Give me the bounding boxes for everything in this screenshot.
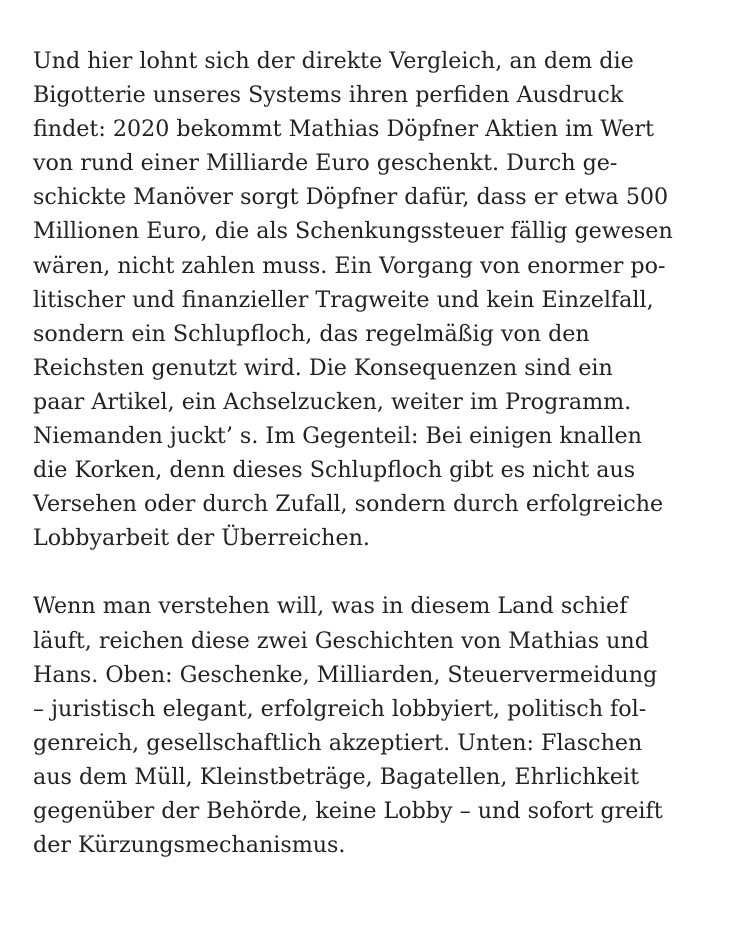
text-line: – juristisch elegant, erfolgreich lobbyiert, politisch fol-: [33, 695, 647, 722]
text-line: findet: 2020 bekommt Mathias Döpfner Aktien im Wert: [33, 116, 654, 143]
text-line: der Kürzungsmechanismus.: [33, 832, 346, 859]
text-line: die Korken, denn dieses Schlupfloch gibt es nicht aus: [33, 457, 636, 484]
text-line: genreich, gesellschaftlich akzeptiert. Unten: Flaschen: [33, 729, 643, 756]
text-line: läuft, reichen diese zwei Geschichten von Mathias und: [33, 627, 649, 654]
paragraph-1: [33, 44, 726, 555]
text-line: Lobbyarbeit der Überreichen.: [33, 525, 370, 552]
text-line: Versehen oder durch Zufall, sondern durch erfolgreiche: [33, 491, 664, 518]
text-line: aus dem Müll, Kleinstbeträge, Bagatellen, Ehrlichkeit: [33, 763, 640, 790]
text-line: Und hier lohnt sich der direkte Vergleich, an dem die: [33, 48, 634, 74]
text-line: Bigotterie unseres Systems ihren perfiden Ausdruck: [33, 82, 624, 109]
text-line: Wenn man verstehen will, was in diesem Land schief: [33, 593, 628, 620]
text-line: gegenüber der Behörde, keine Lobby – und sofort greift: [33, 797, 663, 824]
text-line: Hans. Oben: Geschenke, Milliarden, Steuervermeidung: [33, 661, 658, 688]
text-line: Reichsten genutzt wird. Die Konsequenzen sind ein: [33, 354, 613, 381]
text-line: wären, nicht zahlen muss. Ein Vorgang von enormer po-: [33, 252, 666, 279]
text-line: sondern ein Schlupfloch, das regelmäßig von den: [33, 320, 590, 347]
text-line: Millionen Euro, die als Schenkungssteuer fällig gewesen: [33, 218, 673, 245]
paragraph-spacer: [33, 555, 726, 589]
text-line: litischer und finanzieller Tragweite und kein Einzelfall,: [33, 286, 654, 313]
text-line: schickte Manöver sorgt Döpfner dafür, dass er etwa 500: [33, 184, 669, 211]
text-line: Niemanden juckt’ s. Im Gegenteil: Bei einigen knallen: [33, 423, 642, 450]
paragraph-2: [33, 589, 726, 862]
text-line: paar Artikel, ein Achselzucken, weiter im Programm.: [33, 388, 632, 415]
text-line: von rund einer Milliarde Euro geschenkt. Durch ge-: [33, 150, 618, 177]
